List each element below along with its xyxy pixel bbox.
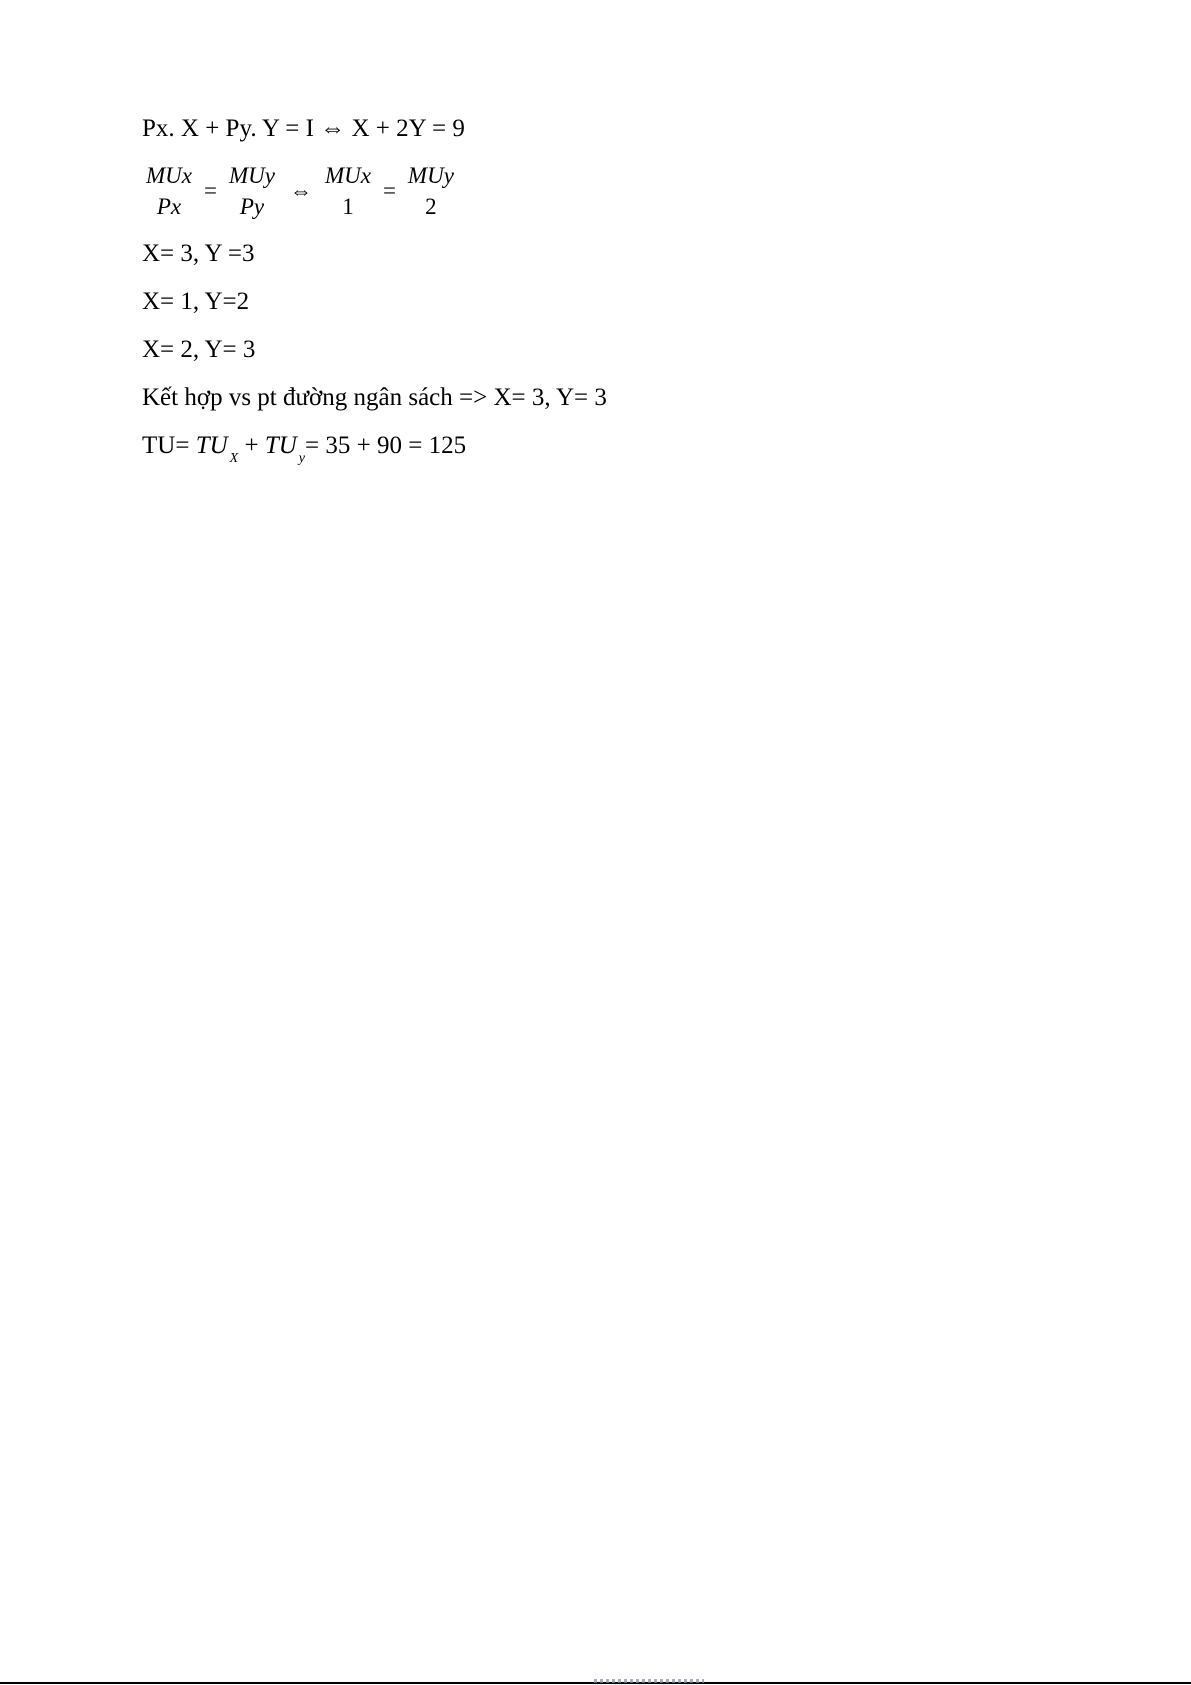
fraction-mux-1: [323, 160, 373, 222]
total-utility-line: [142, 431, 466, 465]
conclusion-line: Kết hợp vs pt đường ngân sách => X= 3, Y= 3: [142, 384, 607, 411]
subscript-y: y: [298, 451, 306, 466]
footer-mark: [594, 1679, 704, 1683]
combination-line-2: X= 1, Y=2: [142, 288, 250, 315]
equals-sign: =: [203, 178, 217, 203]
fraction-denominator: 2: [425, 194, 437, 219]
fraction-denominator: 1: [342, 194, 354, 219]
combination-line-3: X= 2, Y= 3: [142, 336, 256, 363]
budget-equation: Px. X + Py. Y = I ⇔ X + 2Y = 9: [142, 115, 465, 142]
fraction-numerator: MUy: [407, 163, 454, 188]
fraction-denominator: Py: [239, 194, 265, 219]
fraction-muy-py: [227, 160, 277, 222]
fraction-numerator: MUx: [146, 163, 192, 188]
subscript-x: X: [229, 451, 239, 466]
fraction-denominator: Px: [156, 194, 182, 219]
fraction-numerator: MUy: [228, 163, 275, 188]
fraction-numerator: MUx: [324, 163, 371, 188]
total-utility-term-y: TU: [264, 432, 297, 459]
total-utility-term-x: TU: [195, 432, 228, 459]
marginal-utility-equation: [144, 160, 456, 222]
plus-sign: +: [238, 432, 265, 459]
fraction-muy-2: [406, 160, 456, 222]
equals-sign: =: [382, 178, 396, 203]
combination-line-1: X= 3, Y =3: [142, 240, 255, 267]
fraction-mux-px: [144, 160, 194, 222]
equivalence-arrow: ⇔: [289, 178, 312, 203]
total-utility-result: = 35 + 90 = 125: [305, 432, 467, 459]
total-utility-prefix: TU=: [142, 432, 196, 459]
